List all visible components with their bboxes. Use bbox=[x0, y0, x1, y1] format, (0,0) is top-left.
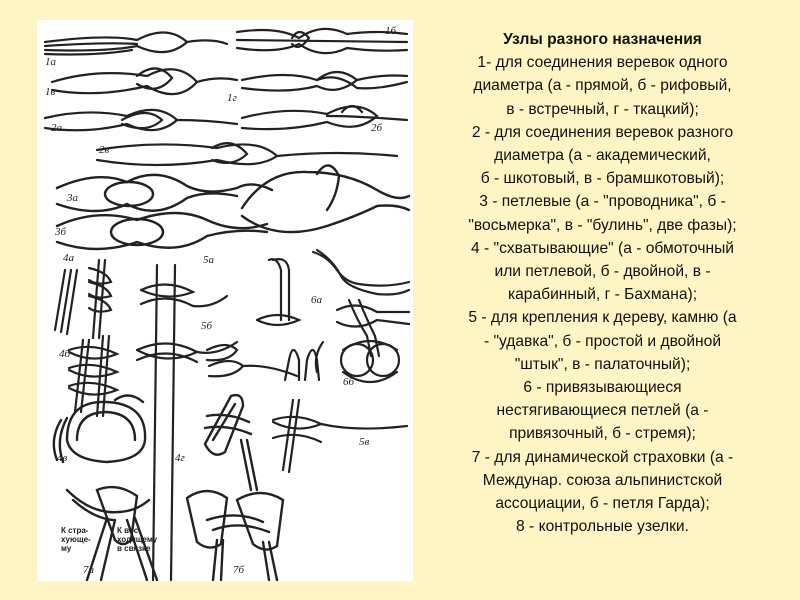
knots-drawing bbox=[37, 20, 413, 581]
annotation-to-climber: К вос- ходящему в связке bbox=[117, 526, 158, 553]
fig-label-3b: 3б bbox=[55, 226, 67, 238]
description-line: диаметра (а - академический, bbox=[494, 147, 711, 165]
knot-4v-drawing bbox=[54, 395, 145, 462]
knot-5a-drawing bbox=[257, 250, 409, 325]
description-line: - "удавка", б - простой и двойной bbox=[483, 332, 722, 350]
description-line: 8 - контрольные узелки. bbox=[516, 518, 689, 536]
description-line: ассоциации, б - петля Гарда); bbox=[495, 495, 710, 513]
fig-label-4g: 4г bbox=[175, 452, 185, 464]
description-line: 5 - для крепления к дереву, камню (а bbox=[468, 309, 737, 327]
fig-label-6a: 6а bbox=[311, 294, 322, 306]
fig-label-2a: 2а bbox=[51, 122, 62, 134]
fig-label-7a: 7а bbox=[83, 564, 94, 576]
knot-2v-drawing bbox=[97, 143, 397, 165]
knot-4g-drawing bbox=[205, 395, 257, 490]
fig-label-5b: 5б bbox=[201, 320, 213, 332]
description-line: 1- для соединения веревок одного bbox=[477, 54, 728, 72]
description-line: 3 - петлевые (а - "проводника", б - bbox=[479, 193, 726, 211]
fig-label-1v: 1в bbox=[45, 86, 56, 98]
fig-label-5a: 5а bbox=[203, 254, 214, 266]
description-text bbox=[425, 28, 780, 538]
fig-label-5v: 5в bbox=[359, 436, 370, 448]
fig-label-4v: 4в bbox=[57, 452, 68, 464]
description-line: 7 - для динамической страховки (а - bbox=[471, 448, 734, 466]
knot-4a-drawing bbox=[55, 260, 111, 338]
description-line: б - шкотовый, в - брамшкотовый); bbox=[480, 170, 725, 188]
knot-1v-drawing bbox=[52, 68, 237, 94]
description-line: карабинный, г - Бахмана); bbox=[507, 286, 698, 304]
knot-5v-drawing bbox=[273, 400, 407, 472]
description-line: 6 - привязывающиеся bbox=[523, 379, 682, 397]
description-line: нестягивающиеся петлей (а - bbox=[496, 402, 709, 420]
fig-label-1g: 1г bbox=[227, 92, 237, 104]
fig-label-1b: 1б bbox=[385, 25, 397, 37]
knot-3b-drawing bbox=[57, 213, 267, 249]
fig-label-3a: 3а bbox=[67, 192, 78, 204]
knot-3-loop-drawing bbox=[242, 165, 409, 232]
description-line: 2 - для соединения веревок разного bbox=[471, 123, 734, 141]
description-line: "штык", в - палаточный); bbox=[514, 355, 691, 373]
description-line: Междунар. союза альпинистской bbox=[482, 471, 723, 489]
fig-label-4a: 4а bbox=[63, 252, 74, 264]
description-line: в - встречный, г - ткацкий); bbox=[506, 100, 699, 118]
fig-label-1a: 1а bbox=[45, 56, 56, 68]
description-line: 4 - "схватывающие" (а - обмоточный bbox=[471, 239, 734, 257]
knot-3a-drawing bbox=[57, 175, 272, 211]
description-line: "восьмерка", в - "булинь", две фазы); bbox=[468, 216, 737, 234]
description-line: привязочный, б - стремя); bbox=[509, 425, 696, 443]
description-title: Узлы разного назначения bbox=[503, 31, 702, 48]
fig-label-2v: 2в bbox=[99, 144, 110, 156]
knots-illustration bbox=[37, 20, 413, 581]
knot-1a-drawing bbox=[45, 32, 227, 54]
knot-2a-drawing bbox=[45, 110, 237, 130]
fig-label-2b: 2б bbox=[371, 122, 383, 134]
annotation-to-belayer: К стра- хующе- му bbox=[61, 526, 91, 553]
knot-2b-drawing bbox=[242, 106, 407, 129]
fig-label-7b: 7б bbox=[233, 564, 245, 576]
description-line: или петлевой, б - двойной, в - bbox=[494, 263, 711, 281]
description-line: диаметра (а - прямой, б - рифовый, bbox=[473, 77, 732, 95]
fig-label-4b: 4б bbox=[59, 348, 71, 360]
knot-1g-drawing bbox=[242, 72, 407, 91]
knot-1b-drawing bbox=[237, 29, 407, 53]
fig-label-6b: 6б bbox=[343, 376, 355, 388]
